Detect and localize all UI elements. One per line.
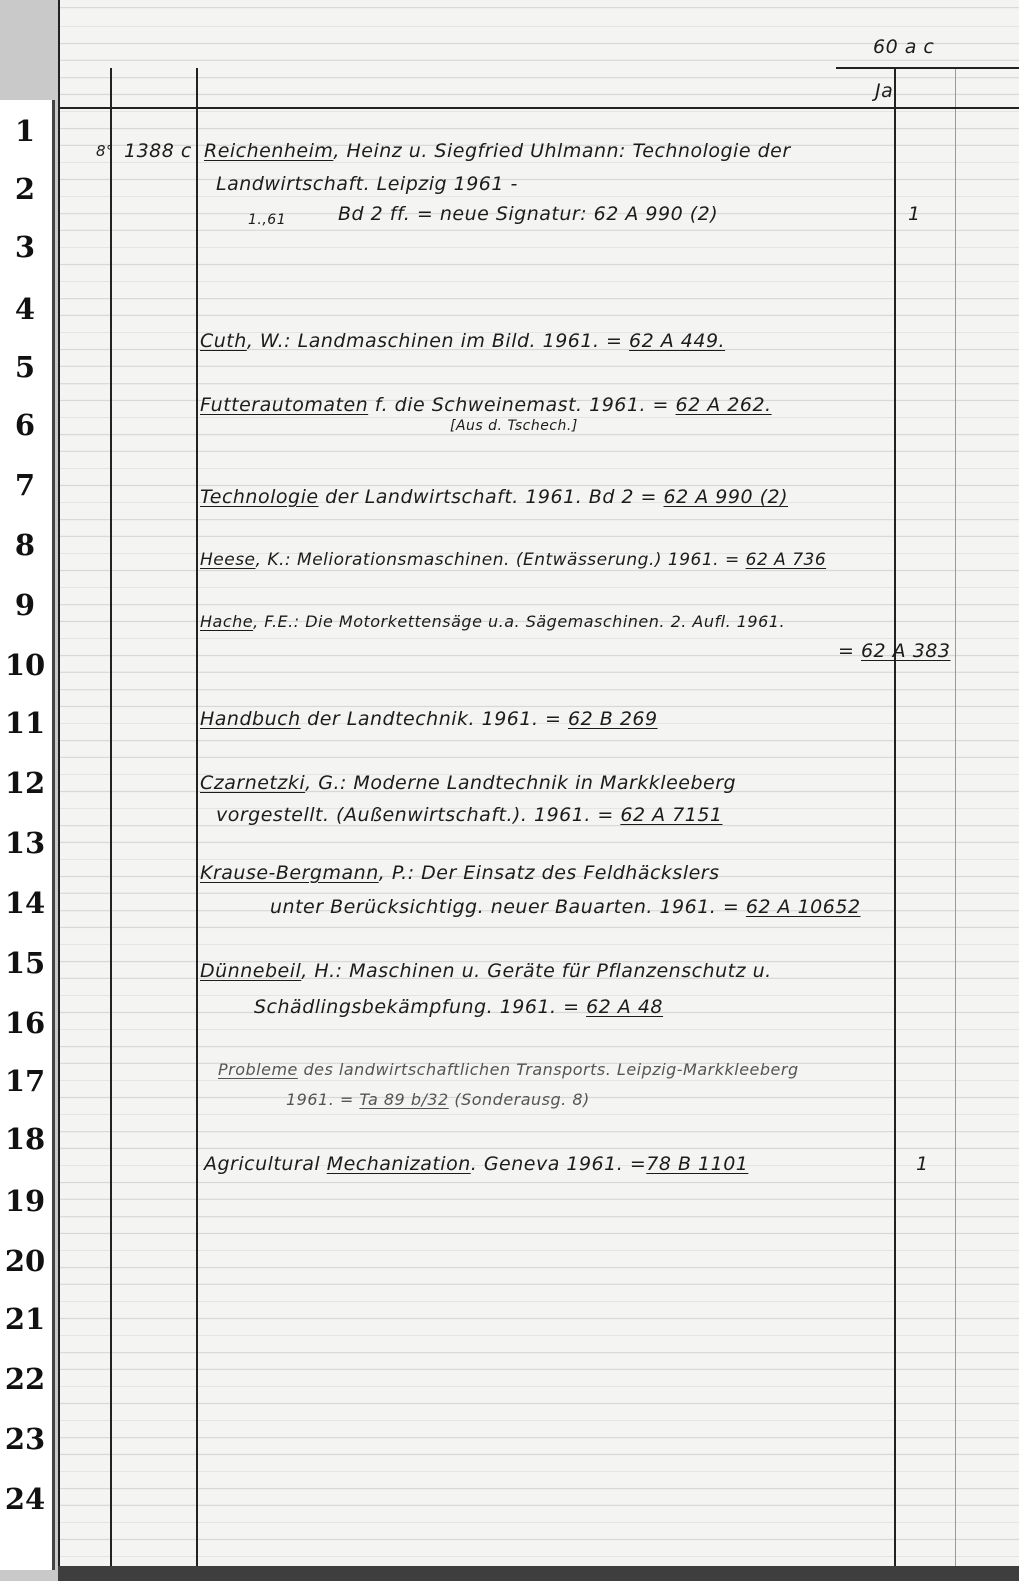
line-number-strip [0,100,55,1570]
entry-8-title-2: vorgestellt. (Außenwirtschaft.). 1961. = [216,804,614,826]
entry-1-line-1 [204,140,791,162]
line-number: 20 [4,1244,46,1278]
entry-9-signature: 62 A 10652 [745,896,861,918]
line-number: 18 [4,1122,46,1156]
entry-4-title: der Landwirtschaft. 1961. Bd 2 = [318,486,657,508]
entry-4-signature: 62 A 990 (2) [663,486,788,508]
entry-9-line-2 [270,896,861,918]
line-number: 3 [14,230,36,264]
entry-8-heading: Czarnetzki [200,772,306,794]
line-number: 17 [4,1064,46,1098]
entry-5-heading: Heese [200,550,256,570]
line-number: 23 [4,1422,46,1456]
entry-6-line-2 [838,640,951,662]
entry-3-title: f. die Schweinemast. 1961. = [368,394,669,416]
entry-7-signature: 62 B 269 [568,708,658,730]
line-number: 10 [4,648,46,682]
entry-10-signature: 62 A 48 [586,996,664,1018]
entry-6-signature: 62 A 383 [860,640,951,662]
line-number: 5 [14,350,36,384]
entry-1-line-2: Landwirtschaft. Leipzig 1961 - [216,173,518,195]
line-number: 4 [14,292,36,326]
entry-5-signature: 62 A 736 [745,550,827,570]
line-number: 12 [4,766,46,800]
entry-8-signature: 62 A 7151 [620,804,723,826]
entry-1-heading: Reichenheim [204,140,334,162]
entry-4-heading: Technologie [200,486,319,508]
entry-12-title: . Geneva 1961. = [470,1153,647,1175]
entry-1-volume: 1.,61 [248,212,287,228]
entry-10-title: , H.: Maschinen u. Geräte für Pflanzenschutz u. [301,960,772,982]
line-number: 6 [14,408,36,442]
entry-6 [200,612,785,631]
line-number: 19 [4,1184,46,1218]
line-number: 22 [4,1362,46,1396]
entry-11-year: 1961. = [286,1090,354,1109]
line-number: 16 [4,1006,46,1040]
entry-3-note: [Aus d. Tschech.] [450,418,578,434]
entry-5 [200,550,826,570]
entry-8 [200,772,736,794]
entry-10-line-2 [254,996,663,1018]
entry-11-heading: Probleme [218,1060,298,1079]
entry-5-title: , K.: Meliorationsmaschinen. (Entwässerung.) 1961. = [255,550,740,570]
shelf-mark: 60 a c [873,36,935,58]
entry-format: 8° [96,142,115,160]
ledger-page [58,0,1019,1566]
entry-2 [200,330,725,352]
column-rule-right [955,68,956,1566]
line-number: 2 [14,172,36,206]
entry-3 [200,394,772,416]
line-number: 15 [4,946,46,980]
entry-9-title-2: unter Berücksichtigg. neuer Bauarten. 1961. = [270,896,740,918]
entry-7-title: der Landtechnik. 1961. = [300,708,562,730]
entry-8-line-2 [216,804,723,826]
line-number: 8 [14,528,36,562]
line-number: 13 [4,826,46,860]
entry-2-heading: Cuth [200,330,247,352]
header-rule-main [58,107,1019,109]
line-number: 1 [14,114,36,148]
line-number: 14 [4,886,46,920]
column-rule-format [110,68,112,1566]
page-left-rule [58,0,60,1566]
column-rule-count [894,68,896,1566]
entry-2-signature: 62 A 449. [629,330,726,352]
entry-11-line-2 [286,1090,590,1109]
entry-10 [200,960,772,982]
entry-8-title: , G.: Moderne Landtechnik in Markkleeberg [305,772,737,794]
entry-6-equals: = [838,640,855,662]
entry-1-count: 1 [908,203,921,225]
entry-12-heading: Agricultural [204,1153,321,1175]
entry-4 [200,486,788,508]
entry-3-signature: 62 A 262. [675,394,772,416]
line-number: 7 [14,468,36,502]
entry-10-heading: Dünnebeil [200,960,302,982]
entry-2-title: , W.: Landmaschinen im Bild. 1961. = [246,330,623,352]
line-number: 9 [14,588,36,622]
entry-12-count: 1 [916,1153,929,1175]
line-number: 21 [4,1302,46,1336]
entry-11-title: des landwirtschaftlichen Transports. Leipzig-Markkleeberg [297,1060,799,1079]
entry-11-note: (Sonderausg. 8) [454,1090,590,1109]
entry-6-title: , F.E.: Die Motorkettensäge u.a. Sägemaschinen. 2. Aufl. 1961. [253,612,786,631]
entry-6-heading: Hache [200,612,254,631]
entry-1-title: , Heinz u. Siegfried Uhlmann: Technologie der [333,140,791,162]
entry-10-title-2: Schädlingsbekämpfung. 1961. = [254,996,580,1018]
entry-7-heading: Handbuch [200,708,301,730]
column-rule-number [196,68,198,1566]
entry-1-line-3: Bd 2 ff. = neue Signatur: 62 A 990 (2) [338,203,719,225]
page-bottom-edge [58,1566,1019,1581]
entry-12-signature: 78 B 1101 [646,1153,749,1175]
header-rule-top [836,67,1019,69]
entry-11-signature: Ta 89 b/32 [359,1090,449,1109]
line-number: 24 [4,1482,46,1516]
column-label-ja: Ja [875,80,894,102]
entry-12-heading-2: Mechanization [326,1153,471,1175]
entry-9-heading: Krause-Bergmann [200,862,379,884]
entry-number: 1388 c [124,140,192,162]
entry-3-heading: Futterautomaten [200,394,369,416]
entry-11 [218,1060,799,1079]
entry-7 [200,708,658,730]
entry-9 [200,862,720,884]
line-number: 11 [4,706,46,740]
entry-9-title: , P.: Der Einsatz des Feldhäckslers [378,862,720,884]
entry-12 [204,1153,748,1175]
